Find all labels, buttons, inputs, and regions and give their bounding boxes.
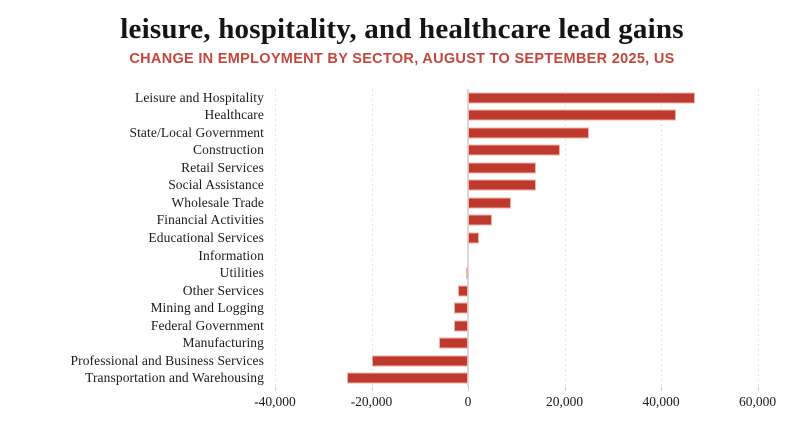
- category-label: Construction: [193, 142, 264, 158]
- category-label: Professional and Business Services: [70, 352, 264, 368]
- category-label: Information: [198, 247, 264, 263]
- bar-area: [268, 107, 794, 125]
- x-tick-label: 40,000: [642, 394, 680, 409]
- bar-area: [268, 177, 794, 195]
- bar-area: [268, 352, 794, 370]
- category-label: Social Assistance: [168, 177, 264, 193]
- category-label: Manufacturing: [182, 335, 264, 351]
- x-tick-label: -20,000: [350, 394, 393, 409]
- chart-row-leisure-and-hospitality: [0, 89, 794, 107]
- chart-row-manufacturing: [0, 334, 794, 352]
- category-label: Mining and Logging: [150, 300, 264, 316]
- bar-area: [268, 247, 794, 265]
- chart-row-construction: [0, 142, 794, 160]
- x-tick: [372, 387, 373, 391]
- x-tick: [565, 387, 566, 391]
- bar-area: [268, 334, 794, 352]
- chart-row-utilities: [0, 264, 794, 282]
- chart-row-retail-services: [0, 159, 794, 177]
- bar-area: [268, 194, 794, 212]
- category-label: Transportation and Warehousing: [85, 370, 264, 386]
- chart-title: leisure, hospitality, and healthcare lead gains: [120, 13, 684, 45]
- category-label: Leisure and Hospitality: [134, 89, 264, 105]
- chart-row-state-local-government: [0, 124, 794, 142]
- x-tick-label: 20,000: [545, 394, 584, 409]
- bar-area: [268, 124, 794, 142]
- category-label: Financial Activities: [156, 212, 264, 228]
- bar-area: [268, 317, 794, 335]
- category-label: Healthcare: [204, 107, 264, 123]
- bar-state-local-government: [468, 127, 589, 138]
- bar-area: [268, 229, 794, 247]
- bar-retail-services: [468, 162, 536, 173]
- bar-utilities: [466, 268, 468, 279]
- category-label: Federal Government: [150, 317, 264, 333]
- x-tick-label: 60,000: [739, 394, 777, 409]
- bar-area: [268, 282, 794, 300]
- chart-row-information: [0, 247, 794, 265]
- chart-subtitle: CHANGE IN EMPLOYMENT BY SECTOR, AUGUST TO SEPTEMBER 2025, US: [129, 51, 675, 67]
- bar-mining-and-logging: [454, 303, 468, 314]
- bar-other-services: [458, 285, 468, 296]
- category-label: Other Services: [182, 282, 264, 298]
- chart-row-wholesale-trade: [0, 194, 794, 212]
- bar-area: [268, 299, 794, 317]
- bar-transportation-and-warehousing: [347, 373, 468, 384]
- category-label: Retail Services: [181, 159, 264, 175]
- x-tick: [758, 387, 759, 391]
- chart-row-financial-activities: [0, 212, 794, 230]
- category-label: Wholesale Trade: [171, 194, 264, 210]
- chart-row-other-services: [0, 282, 794, 300]
- bar-financial-activities: [468, 215, 492, 226]
- x-tick: [661, 387, 662, 391]
- bar-area: [268, 212, 794, 230]
- chart-row-healthcare: [0, 107, 794, 125]
- x-tick-label: 0: [464, 394, 472, 409]
- chart-row-mining-and-logging: [0, 299, 794, 317]
- x-axis: [254, 387, 794, 419]
- bar-federal-government: [454, 320, 468, 331]
- bar-healthcare: [468, 110, 676, 121]
- bar-professional-and-business-services: [372, 355, 469, 366]
- bar-area: [268, 370, 794, 388]
- bar-area: [268, 89, 794, 107]
- bar-construction: [468, 145, 560, 156]
- bar-educational-services: [468, 233, 479, 244]
- bar-area: [268, 142, 794, 160]
- chart-row-educational-services: [0, 229, 794, 247]
- chart-row-transportation-and-warehousing: [0, 370, 794, 388]
- bar-leisure-and-hospitality: [468, 92, 695, 103]
- category-label: State/Local Government: [129, 124, 264, 140]
- x-tick: [468, 387, 469, 391]
- bar-wholesale-trade: [468, 197, 511, 208]
- bar-rows: [0, 89, 804, 387]
- chart-row-social-assistance: [0, 177, 794, 195]
- bar-area: [268, 159, 794, 177]
- x-tick: [275, 387, 276, 391]
- chart-row-federal-government: [0, 317, 794, 335]
- bar-chart-plot: [0, 89, 804, 419]
- chart-row-professional-and-business-services: [0, 352, 794, 370]
- x-tick-label: -40,000: [254, 394, 296, 409]
- bar-social-assistance: [468, 180, 536, 191]
- category-label: Utilities: [219, 265, 264, 281]
- bar-area: [268, 264, 794, 282]
- category-label: Educational Services: [148, 230, 264, 246]
- bar-manufacturing: [439, 338, 468, 349]
